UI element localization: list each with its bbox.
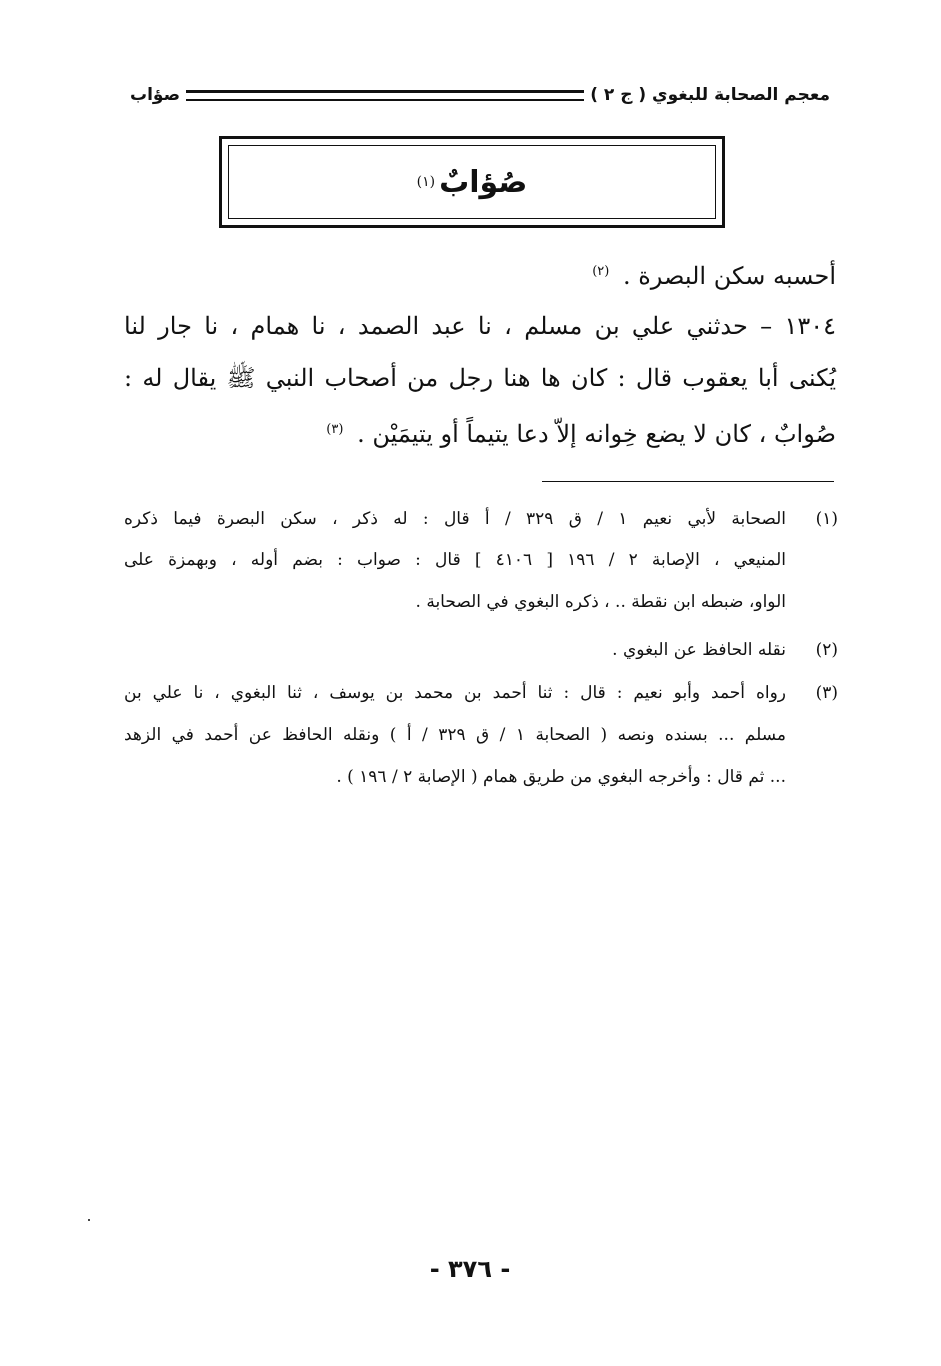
footnote-3-line-3: ... ثم قال : وأخرجه البغوي من طريق همام ( الإصابة ٢ / ١٩٦ ) .: [336, 767, 786, 787]
running-header: [130, 80, 830, 110]
hadith-line-2: يُكنى أبا يعقوب قال : كان ها هنا رجل من أصحاب النبي ﷺ يقال له :: [124, 364, 836, 392]
entry-title: صُؤابٌ: [439, 164, 528, 200]
footnote-1-line-3: الواو، ضبطه ابن نقطة .. ، ذكره البغوي في الصحابة .: [415, 592, 786, 612]
entry-title-frame: [228, 145, 716, 219]
footnote-separator: [542, 481, 834, 482]
footnote-2-line-1: نقله الحافظ عن البغوي .: [612, 640, 786, 660]
title-footnote-ref: (١): [416, 174, 436, 190]
footnote-3-line-1: رواه أحمد وأبو نعيم : قال : ثنا أحمد بن محمد بن يوسف ، ثنا البغوي ، نا علي بن: [124, 683, 786, 703]
footnote-1-line-1: الصحابة لأبي نعيم ١ / ق ٣٢٩ / أ قال : له ذكر ، سكن البصرة فيما ذكره: [124, 509, 787, 529]
header-entry-name: صؤاب: [130, 85, 180, 105]
hadith-line-3: [124, 410, 836, 454]
footnote-2-marker: (٢): [815, 640, 838, 660]
hadith-line-3-text: صُوابٌ ، كان لا يضع خِوانه إلاّ دعا يتيماً أو يتيمَيْن .: [357, 420, 836, 448]
intro-line: [124, 252, 836, 296]
intro-footnote-ref: (٢): [592, 264, 610, 279]
page-number: - ٣٧٦ -: [429, 1255, 511, 1283]
hadith-footnote-ref: (٣): [326, 422, 344, 437]
intro-text: أحسبه سكن البصرة .: [622, 262, 836, 290]
footnote-3-line-2: مسلم ... بسنده ونصه ( الصحابة ١ / ق ٣٢٩ / أ ) ونقله الحافظ عن أحمد في الزهد: [124, 725, 787, 745]
footnote-1-line-2: المنيعي ، الإصابة ٢ / ١٩٦ [ ٤١٠٦ ] قال : صواب : بضم أوله ، وبهمزة على: [124, 550, 786, 570]
footnote-1-marker: (١): [815, 509, 838, 529]
header-rule: [186, 90, 584, 101]
header-book-title: معجم الصحابة للبغوي ( ج ٢ ): [590, 85, 830, 105]
scan-speck: [88, 1219, 90, 1221]
entry-title-box: [219, 136, 725, 228]
hadith-line-1: ١٣٠٤ – حدثني علي بن مسلم ، نا عبد الصمد ، نا همام ، نا جار لنا: [124, 312, 836, 340]
footnote-3-marker: (٣): [815, 683, 838, 703]
